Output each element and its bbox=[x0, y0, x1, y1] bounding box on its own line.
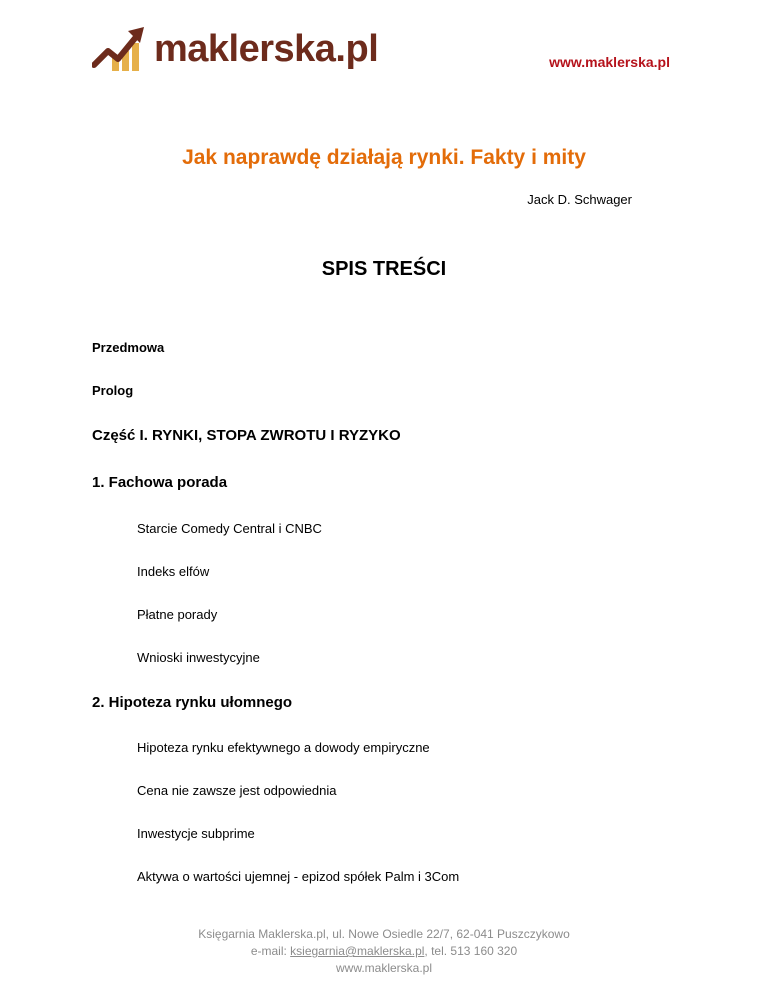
toc-section: Aktywa o wartości ujemnej - epizod spółek Palm i 3Com bbox=[137, 869, 460, 884]
footer-email-label: e-mail: bbox=[250, 944, 291, 958]
toc-item-prolog: Prolog bbox=[92, 383, 134, 398]
toc-item-przedmowa: Przedmowa bbox=[92, 340, 165, 355]
footer-contact bbox=[0, 943, 768, 960]
footer-phone: , tel. 513 160 320 bbox=[424, 944, 518, 958]
toc-chapter-1: 1. Fachowa porada bbox=[92, 474, 228, 491]
toc-section: Starcie Comedy Central i CNBC bbox=[137, 521, 322, 536]
toc-chapter-2: 2. Hipoteza rynku ułomnego bbox=[92, 694, 293, 711]
footer-address: Księgarnia Maklerska.pl, ul. Nowe Osiedle 22/7, 62-041 Puszczykowo bbox=[198, 927, 570, 941]
toc-section: Indeks elfów bbox=[137, 564, 210, 579]
toc-section: Hipoteza rynku efektywnego a dowody empiryczne bbox=[137, 740, 430, 755]
toc-part-heading: Część I. RYNKI, STOPA ZWROTU I RYZYKO bbox=[92, 427, 401, 444]
page-footer bbox=[0, 926, 768, 977]
toc-section: Inwestycje subprime bbox=[137, 826, 255, 841]
book-author: Jack D. Schwager bbox=[527, 192, 632, 207]
logo-text: maklerska.pl bbox=[154, 28, 379, 70]
logo[interactable] bbox=[92, 24, 378, 74]
book-title: Jak naprawdę działają rynki. Fakty i mity bbox=[182, 146, 586, 169]
footer-email-link[interactable]: ksiegarnia@maklerska.pl bbox=[290, 944, 425, 958]
trend-arrow-icon bbox=[92, 25, 146, 73]
page-header bbox=[0, 0, 768, 100]
toc-section: Cena nie zawsze jest odpowiednia bbox=[137, 783, 337, 798]
site-url-link[interactable]: www.maklerska.pl bbox=[549, 54, 670, 70]
toc-heading: SPIS TREŚCI bbox=[321, 258, 447, 280]
toc-section: Płatne porady bbox=[137, 607, 218, 622]
toc-section: Wnioski inwestycyjne bbox=[137, 650, 260, 665]
footer-url[interactable]: www.maklerska.pl bbox=[335, 961, 433, 975]
